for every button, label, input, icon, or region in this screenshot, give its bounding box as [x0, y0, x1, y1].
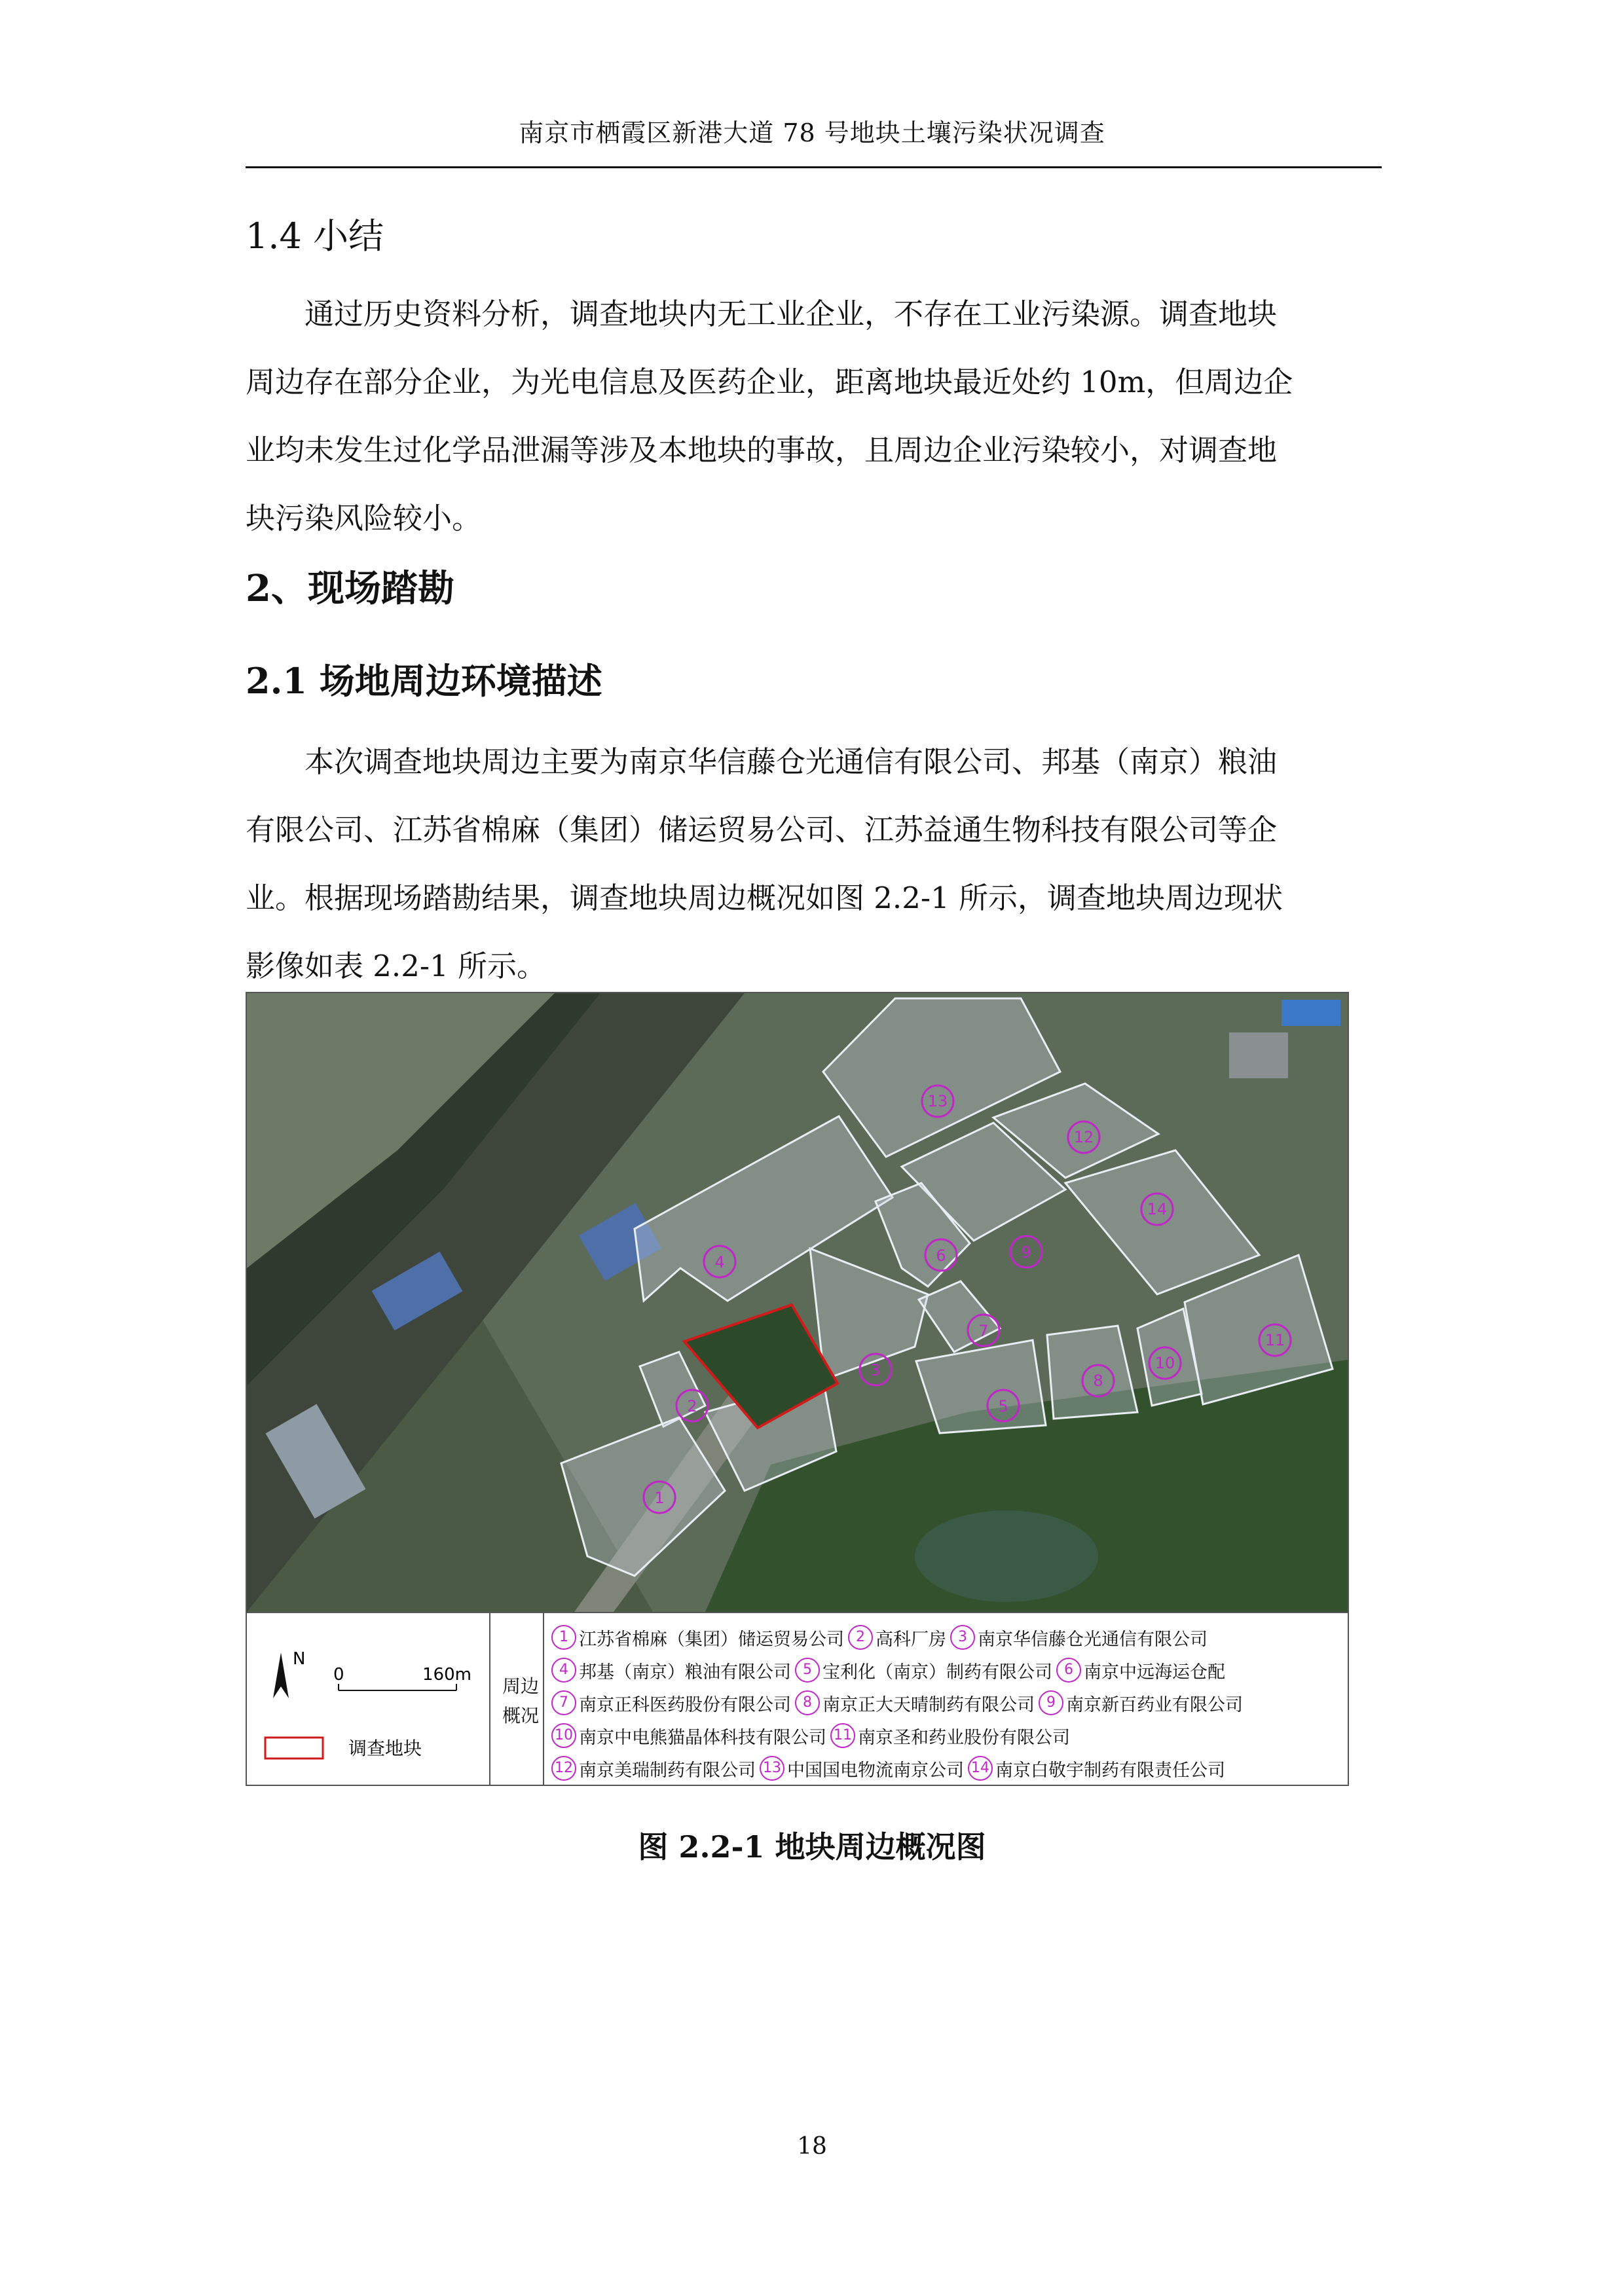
legend-item [848, 1625, 946, 1650]
map-marker-label: 14 [1147, 1200, 1168, 1218]
paragraph-line: 有限公司、江苏省棉麻（集团）储运贸易公司、江苏益通生物科技有限公司等企 [246, 812, 1278, 847]
scale-end: 160m [422, 1665, 471, 1685]
legend-item [551, 1690, 791, 1716]
site-boundary-swatch [265, 1738, 323, 1758]
legend-marker-number: 14 [968, 1756, 993, 1781]
legend-item [950, 1625, 1208, 1650]
legend-marker-number: 6 [1056, 1658, 1081, 1683]
legend-item [760, 1756, 964, 1781]
legend-row [551, 1654, 1344, 1686]
map-marker-label: 6 [936, 1247, 946, 1265]
map-marker-label: 1 [654, 1489, 665, 1507]
site-boundary-label: 调查地块 [348, 1738, 422, 1759]
paragraph-line: 本次调查地块周边主要为南京华信藤仓光通信有限公司、邦基（南京）粮油 [304, 744, 1278, 779]
paragraph-line: 块污染风险较小。 [246, 501, 482, 536]
map-marker-label: 2 [687, 1397, 697, 1415]
section-heading-2: 2、现场踏勘 [246, 567, 454, 610]
figure-caption: 图 2.2-1 地块周边概况图 [638, 1829, 986, 1865]
paragraph-surroundings [246, 728, 1382, 1000]
legend-company-name: 南京中电熊猫晶体科技有限公司 [579, 1727, 826, 1748]
legend-marker-number: 2 [848, 1625, 873, 1650]
paragraph-line: 通过历史资料分析，调查地块内无工业企业，不存在工业污染源。调查地块 [304, 297, 1278, 331]
map-marker-label: 12 [1073, 1128, 1094, 1146]
legend-company-name: 南京新百药业有限公司 [1066, 1694, 1243, 1715]
legend-company-name: 宝利化（南京）制药有限公司 [822, 1662, 1052, 1683]
legend-item [1039, 1690, 1243, 1716]
section-heading-2-1: 2.1 场地周边环境描述 [246, 660, 602, 702]
legend-item [551, 1625, 844, 1650]
header-rule [246, 166, 1382, 168]
section-heading-1-4: 1.4 小结 [246, 215, 384, 257]
legend-item [795, 1690, 1035, 1716]
legend-row [551, 1686, 1344, 1719]
legend-item [795, 1658, 1052, 1683]
legend-company-name: 南京白敬宇制药有限责任公司 [995, 1760, 1225, 1781]
paragraph-line: 周边存在部分企业，为光电信息及医药企业，距离地块最近处约 10m，但周边企 [246, 365, 1293, 399]
page-number: 18 [797, 2133, 827, 2160]
running-header: 南京市栖霞区新港大道 78 号地块土壤污染状况调查 [519, 118, 1105, 147]
legend-marker-number: 11 [830, 1723, 855, 1748]
legend-item [551, 1658, 791, 1683]
legend-marker-number: 3 [950, 1625, 975, 1650]
legend-company-name: 南京华信藤仓光通信有限公司 [978, 1629, 1208, 1650]
map-marker-label: 9 [1021, 1243, 1031, 1262]
legend-company-name: 高科厂房 [876, 1629, 946, 1650]
map-marker-label: 10 [1154, 1354, 1175, 1372]
legend-marker-number: 1 [551, 1625, 576, 1650]
legend-marker-number: 7 [551, 1690, 576, 1715]
legend-item [551, 1723, 826, 1749]
map-marker-label: 5 [998, 1397, 1008, 1415]
paragraph-line: 业。根据现场踏勘结果，调查地块周边概况如图 2.2-1 所示，调查地块周边现状 [246, 881, 1283, 915]
legend-item [551, 1756, 756, 1781]
legend-company-name: 邦基（南京）粮油有限公司 [579, 1662, 791, 1683]
legend-group-label: 周边 概况 [490, 1613, 544, 1786]
legend-marker-number: 9 [1039, 1690, 1063, 1715]
map-marker-label: 3 [870, 1361, 881, 1379]
map-marker-label: 4 [714, 1253, 725, 1271]
legend-marker-number: 13 [760, 1756, 784, 1781]
map-marker-label: 11 [1264, 1331, 1285, 1349]
legend-company-name: 南京正大天晴制药有限公司 [822, 1694, 1035, 1715]
legend-company-name: 南京正科医药股份有限公司 [579, 1694, 791, 1715]
legend-row [551, 1719, 1344, 1752]
legend-marker-number: 10 [551, 1723, 576, 1748]
legend-item [830, 1723, 1070, 1749]
legend-marker-number: 12 [551, 1756, 576, 1781]
paragraph-summary [246, 280, 1382, 553]
map-marker-label: 13 [927, 1092, 948, 1110]
legend-company-name: 江苏省棉麻（集团）储运贸易公司 [579, 1629, 844, 1650]
paragraph-line: 业均未发生过化学品泄漏等涉及本地块的事故，且周边企业污染较小，对调查地 [246, 433, 1278, 467]
legend-item [1056, 1658, 1225, 1683]
legend-company-name: 南京圣和药业股份有限公司 [858, 1727, 1070, 1748]
legend-key [247, 1613, 490, 1786]
satellite-map [247, 993, 1348, 1612]
map-marker-label: 7 [978, 1322, 989, 1340]
legend-row [551, 1752, 1344, 1785]
legend-company-name: 南京中远海运仓配 [1084, 1662, 1225, 1683]
legend-company-name: 中国国电物流南京公司 [787, 1760, 964, 1781]
legend-item [968, 1756, 1225, 1781]
legend-row [551, 1621, 1344, 1654]
legend-marker-number: 5 [795, 1658, 820, 1683]
north-arrow-icon [273, 1652, 289, 1698]
legend-company-name: 南京美瑞制药有限公司 [579, 1760, 756, 1781]
legend-marker-number: 8 [795, 1690, 820, 1715]
legend-entries [551, 1621, 1344, 1785]
scale-start: 0 [333, 1665, 344, 1685]
paragraph-line: 影像如表 2.2-1 所示。 [246, 949, 547, 983]
site-surroundings-figure [246, 992, 1349, 1786]
north-label: N [293, 1649, 306, 1669]
map-legend [247, 1612, 1348, 1786]
north-arrow-and-scale [247, 1613, 489, 1786]
legend-marker-number: 4 [551, 1658, 576, 1683]
map-marker-label: 8 [1093, 1372, 1103, 1390]
